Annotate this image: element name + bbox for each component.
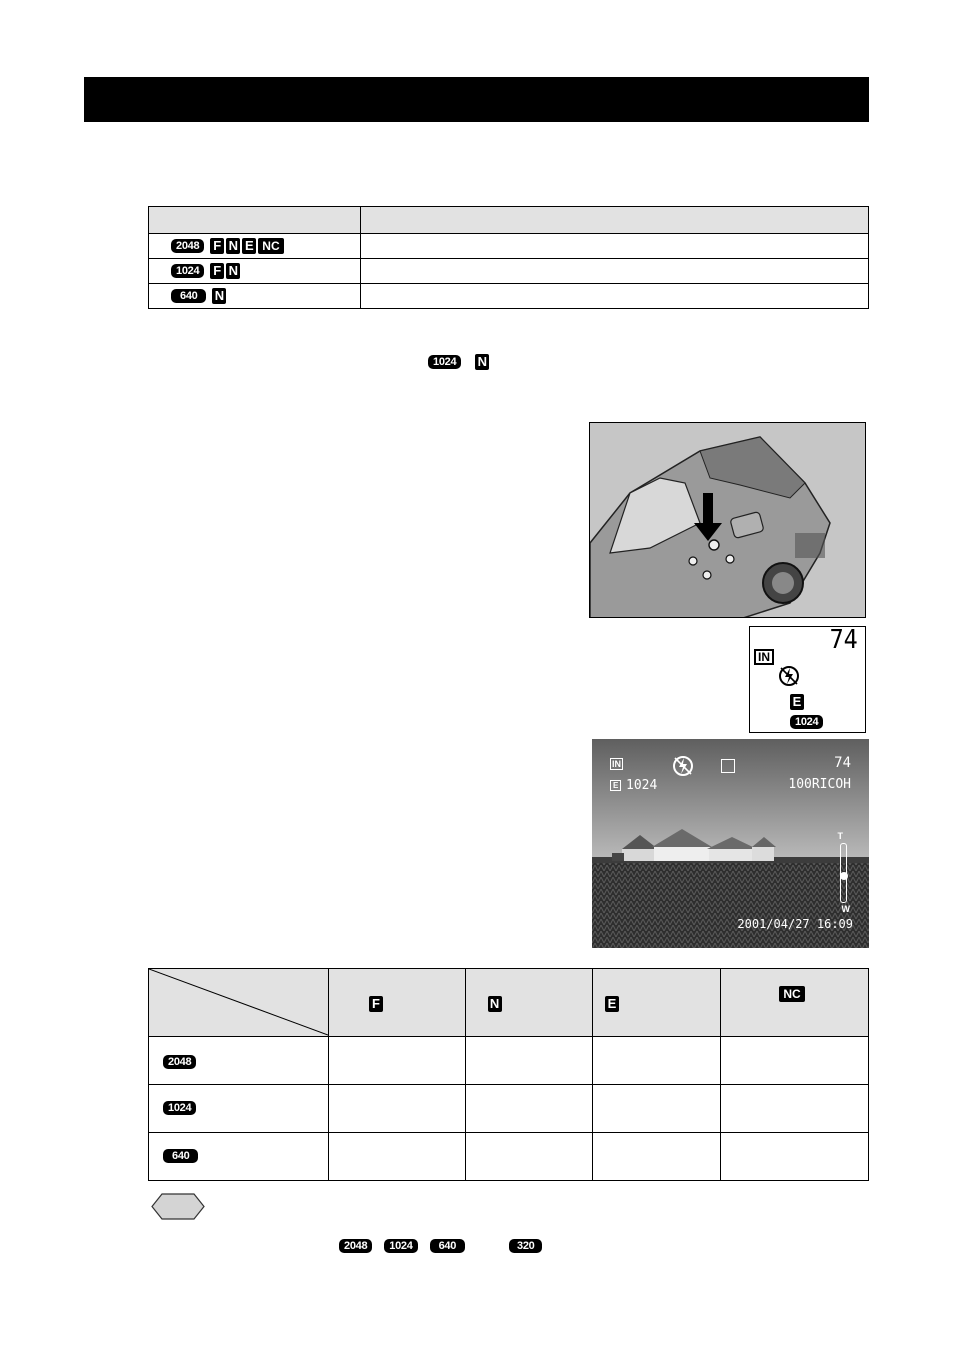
mode-badge: E — [605, 996, 619, 1012]
flash-off-icon — [778, 665, 798, 685]
zoom-position-marker — [840, 872, 848, 880]
size-indicator: 1024 — [626, 778, 658, 793]
note-marker-icon — [151, 1193, 205, 1225]
quality-badge: E — [790, 694, 804, 710]
mode-badge: NC — [779, 986, 804, 1002]
size-badge: 1024 — [384, 1239, 417, 1253]
camera-illustration — [590, 423, 866, 618]
mode-badge: F — [210, 238, 224, 254]
section-title-bar — [84, 77, 869, 122]
size-badge: 2048 — [171, 239, 204, 253]
folder-name: 100RICOH — [788, 777, 851, 792]
mode-badge: NC — [258, 238, 283, 254]
mode-badge: N — [488, 996, 502, 1012]
table-header-cell — [149, 207, 361, 234]
table-row — [149, 1085, 869, 1133]
size-badge: 1024 — [163, 1101, 196, 1115]
size-badge: 320 — [509, 1239, 542, 1253]
remaining-count: 74 — [834, 755, 851, 771]
mode-badge: N — [475, 354, 489, 370]
memory-indicator: IN — [754, 649, 774, 665]
size-badge: 2048 — [163, 1055, 196, 1069]
size-badge: 640 — [163, 1149, 198, 1163]
mode-badge: N — [226, 263, 240, 279]
mode-badge: N — [226, 238, 240, 254]
table-row — [149, 1133, 869, 1181]
mode-badge: N — [212, 288, 226, 304]
diagonal-header-cell — [149, 969, 329, 1037]
mode-badge: F — [210, 263, 224, 279]
table-row — [149, 284, 869, 309]
remaining-count: 74 — [829, 625, 858, 655]
quality-indicator: E — [610, 780, 621, 791]
inline-default-setting — [428, 353, 489, 371]
table-row — [149, 1037, 869, 1085]
date-time-stamp: 2001/04/27 16:09 — [737, 917, 853, 931]
mode-badge: E — [242, 238, 256, 254]
drive-mode-icon — [721, 759, 735, 773]
size-badge: 1024 — [790, 715, 823, 729]
size-badge: 1024 — [171, 264, 204, 278]
size-badge: 2048 — [339, 1239, 372, 1253]
capacity-table — [148, 968, 869, 1181]
zoom-tele-label: T — [837, 831, 843, 841]
memory-indicator: IN — [612, 759, 621, 769]
size-badge: 1024 — [428, 355, 461, 369]
lcd-panel — [749, 626, 866, 733]
camera-top-photo — [589, 422, 866, 618]
monitor-screen-photo — [592, 739, 869, 948]
size-badges-line — [339, 1237, 542, 1255]
table-header-cell — [361, 207, 869, 234]
table-row — [149, 234, 869, 259]
size-badge: 640 — [171, 289, 206, 303]
size-badge: 640 — [430, 1239, 465, 1253]
flash-off-icon — [672, 755, 694, 782]
table-row — [149, 259, 869, 284]
zoom-wide-label: W — [841, 904, 850, 914]
mode-badge: F — [369, 996, 383, 1012]
resolution-mode-table — [148, 206, 869, 309]
